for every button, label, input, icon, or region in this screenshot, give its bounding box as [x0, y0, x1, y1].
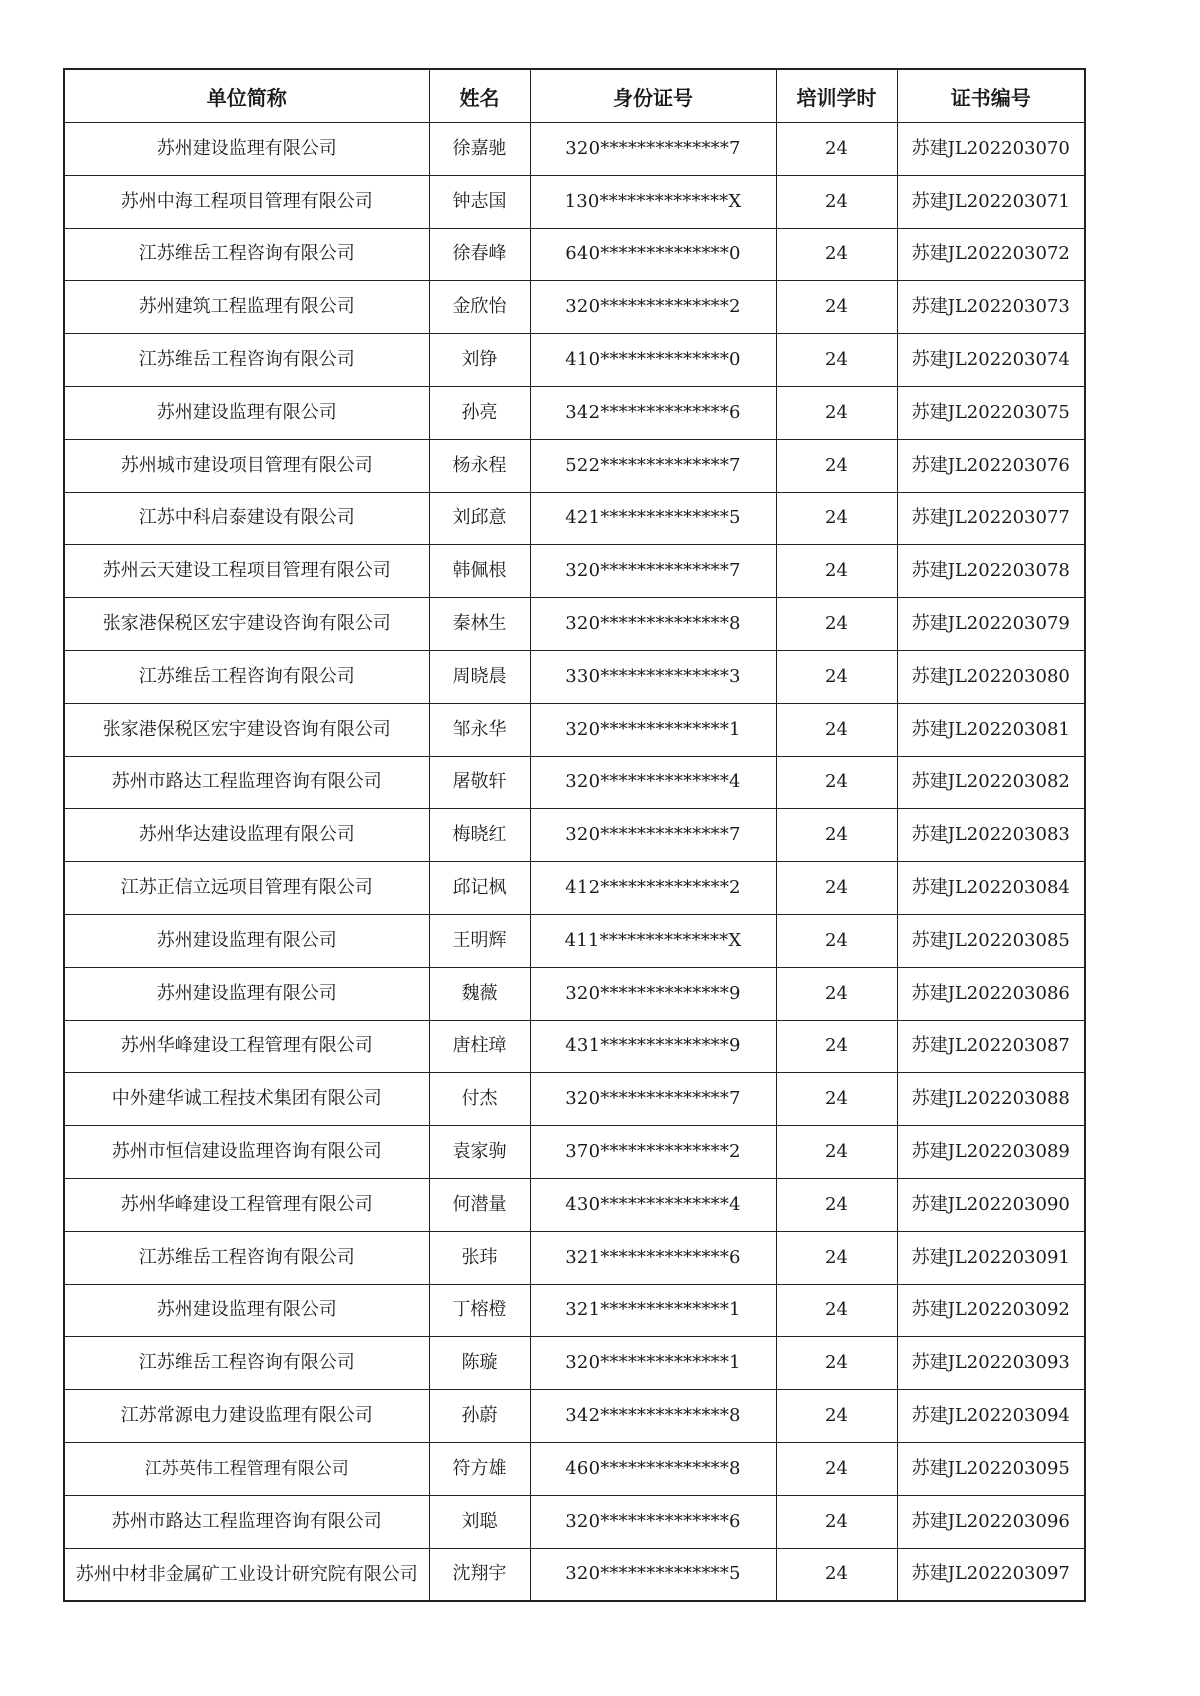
table-row: [64, 1390, 1085, 1443]
cell-unit: 江苏维岳工程咨询有限公司: [64, 1337, 429, 1390]
cell-cert: 苏建JL202203070: [897, 123, 1085, 176]
cell-cert: 苏建JL202203096: [897, 1495, 1085, 1548]
table-row: [64, 1020, 1085, 1073]
cell-cert: 苏建JL202203082: [897, 756, 1085, 809]
cell-hours: 24: [776, 1284, 897, 1337]
cell-cert: 苏建JL202203092: [897, 1284, 1085, 1337]
certificate-table-container: [63, 68, 1084, 1602]
cell-hours: 24: [776, 1231, 897, 1284]
cell-hours: 24: [776, 809, 897, 862]
table-header-row: [64, 69, 1085, 123]
cell-hours: 24: [776, 756, 897, 809]
cell-cert: 苏建JL202203077: [897, 492, 1085, 545]
cell-name: 何潜量: [429, 1178, 530, 1231]
cell-name: 沈翔宇: [429, 1548, 530, 1601]
cell-id: 320**************7: [530, 809, 776, 862]
cell-id: 430**************4: [530, 1178, 776, 1231]
table-row: [64, 809, 1085, 862]
table-row: [64, 492, 1085, 545]
cell-cert: 苏建JL202203074: [897, 334, 1085, 387]
table-row: [64, 1126, 1085, 1179]
cell-unit: 中外建华诚工程技术集团有限公司: [64, 1073, 429, 1126]
cell-cert: 苏建JL202203073: [897, 281, 1085, 334]
cell-id: 320**************1: [530, 1337, 776, 1390]
cell-hours: 24: [776, 386, 897, 439]
cell-hours: 24: [776, 1073, 897, 1126]
cell-name: 邹永华: [429, 703, 530, 756]
cell-hours: 24: [776, 281, 897, 334]
cell-id: 320**************8: [530, 598, 776, 651]
table-body: [64, 123, 1085, 1602]
cell-hours: 24: [776, 967, 897, 1020]
cell-name: 邱记枫: [429, 862, 530, 915]
header-name: 姓名: [429, 69, 530, 123]
cell-hours: 24: [776, 228, 897, 281]
cell-name: 张玮: [429, 1231, 530, 1284]
cell-id: 320**************9: [530, 967, 776, 1020]
cell-id: 320**************6: [530, 1495, 776, 1548]
cell-id: 130**************X: [530, 175, 776, 228]
cell-cert: 苏建JL202203075: [897, 386, 1085, 439]
cell-name: 梅晓红: [429, 809, 530, 862]
cell-unit: 苏州建设监理有限公司: [64, 1284, 429, 1337]
cell-hours: 24: [776, 1020, 897, 1073]
cell-name: 陈璇: [429, 1337, 530, 1390]
cell-hours: 24: [776, 650, 897, 703]
cell-cert: 苏建JL202203095: [897, 1442, 1085, 1495]
cell-id: 320**************7: [530, 123, 776, 176]
cell-unit: 江苏维岳工程咨询有限公司: [64, 650, 429, 703]
cell-hours: 24: [776, 1390, 897, 1443]
cell-unit: 江苏常源电力建设监理有限公司: [64, 1390, 429, 1443]
cell-name: 周晓晨: [429, 650, 530, 703]
cell-id: 460**************8: [530, 1442, 776, 1495]
cell-id: 320**************7: [530, 1073, 776, 1126]
cell-id: 320**************2: [530, 281, 776, 334]
table-row: [64, 1442, 1085, 1495]
cell-id: 412**************2: [530, 862, 776, 915]
cell-unit: 苏州建设监理有限公司: [64, 123, 429, 176]
table-row: [64, 439, 1085, 492]
cell-unit: 江苏中科启泰建设有限公司: [64, 492, 429, 545]
table-row: [64, 123, 1085, 176]
cell-cert: 苏建JL202203078: [897, 545, 1085, 598]
table-row: [64, 914, 1085, 967]
cell-cert: 苏建JL202203076: [897, 439, 1085, 492]
table-row: [64, 281, 1085, 334]
cell-hours: 24: [776, 703, 897, 756]
cell-name: 钟志国: [429, 175, 530, 228]
certificate-table: [63, 68, 1086, 1602]
cell-cert: 苏建JL202203087: [897, 1020, 1085, 1073]
table-row: [64, 1284, 1085, 1337]
cell-name: 唐柱璋: [429, 1020, 530, 1073]
cell-hours: 24: [776, 1178, 897, 1231]
table-row: [64, 1073, 1085, 1126]
table-row: [64, 967, 1085, 1020]
cell-name: 魏薇: [429, 967, 530, 1020]
cell-cert: 苏建JL202203084: [897, 862, 1085, 915]
cell-id: 522**************7: [530, 439, 776, 492]
cell-id: 640**************0: [530, 228, 776, 281]
table-row: [64, 756, 1085, 809]
cell-name: 秦林生: [429, 598, 530, 651]
cell-name: 刘聪: [429, 1495, 530, 1548]
cell-hours: 24: [776, 598, 897, 651]
cell-name: 韩佩根: [429, 545, 530, 598]
cell-hours: 24: [776, 439, 897, 492]
cell-hours: 24: [776, 123, 897, 176]
cell-unit: 张家港保税区宏宇建设咨询有限公司: [64, 703, 429, 756]
cell-name: 杨永程: [429, 439, 530, 492]
header-hours: 培训学时: [776, 69, 897, 123]
cell-unit: 江苏维岳工程咨询有限公司: [64, 334, 429, 387]
header-cert: 证书编号: [897, 69, 1085, 123]
cell-cert: 苏建JL202203086: [897, 967, 1085, 1020]
cell-id: 321**************6: [530, 1231, 776, 1284]
cell-unit: 苏州云天建设工程项目管理有限公司: [64, 545, 429, 598]
cell-unit: 江苏维岳工程咨询有限公司: [64, 1231, 429, 1284]
cell-id: 330**************3: [530, 650, 776, 703]
cell-unit: 苏州华达建设监理有限公司: [64, 809, 429, 862]
table-row: [64, 1231, 1085, 1284]
cell-unit: 苏州建设监理有限公司: [64, 914, 429, 967]
cell-id: 342**************6: [530, 386, 776, 439]
cell-unit: 苏州建筑工程监理有限公司: [64, 281, 429, 334]
cell-id: 342**************8: [530, 1390, 776, 1443]
table-row: [64, 703, 1085, 756]
cell-cert: 苏建JL202203081: [897, 703, 1085, 756]
cell-unit: 张家港保税区宏宇建设咨询有限公司: [64, 598, 429, 651]
cell-name: 孙蔚: [429, 1390, 530, 1443]
cell-hours: 24: [776, 1442, 897, 1495]
table-row: [64, 334, 1085, 387]
cell-name: 付杰: [429, 1073, 530, 1126]
cell-hours: 24: [776, 545, 897, 598]
cell-cert: 苏建JL202203083: [897, 809, 1085, 862]
cell-name: 徐嘉驰: [429, 123, 530, 176]
cell-name: 屠敬轩: [429, 756, 530, 809]
cell-cert: 苏建JL202203093: [897, 1337, 1085, 1390]
table-row: [64, 1178, 1085, 1231]
cell-name: 袁家驹: [429, 1126, 530, 1179]
cell-cert: 苏建JL202203079: [897, 598, 1085, 651]
cell-hours: 24: [776, 492, 897, 545]
cell-id: 410**************0: [530, 334, 776, 387]
cell-id: 320**************7: [530, 545, 776, 598]
cell-unit: 江苏英伟工程管理有限公司: [64, 1442, 429, 1495]
cell-name: 符方雄: [429, 1442, 530, 1495]
cell-hours: 24: [776, 862, 897, 915]
cell-cert: 苏建JL202203090: [897, 1178, 1085, 1231]
table-row: [64, 650, 1085, 703]
cell-unit: 苏州城市建设项目管理有限公司: [64, 439, 429, 492]
cell-id: 320**************5: [530, 1548, 776, 1601]
cell-cert: 苏建JL202203089: [897, 1126, 1085, 1179]
cell-unit: 苏州建设监理有限公司: [64, 967, 429, 1020]
cell-cert: 苏建JL202203071: [897, 175, 1085, 228]
cell-unit: 苏州市路达工程监理咨询有限公司: [64, 756, 429, 809]
cell-name: 金欣怡: [429, 281, 530, 334]
cell-unit: 江苏正信立远项目管理有限公司: [64, 862, 429, 915]
cell-id: 321**************1: [530, 1284, 776, 1337]
header-unit: 单位简称: [64, 69, 429, 123]
cell-hours: 24: [776, 1337, 897, 1390]
cell-unit: 苏州华峰建设工程管理有限公司: [64, 1178, 429, 1231]
table-row: [64, 1337, 1085, 1390]
table-row: [64, 1548, 1085, 1601]
cell-unit: 苏州市恒信建设监理咨询有限公司: [64, 1126, 429, 1179]
table-row: [64, 386, 1085, 439]
cell-name: 刘铮: [429, 334, 530, 387]
cell-name: 丁榕橙: [429, 1284, 530, 1337]
cell-name: 王明辉: [429, 914, 530, 967]
cell-hours: 24: [776, 1495, 897, 1548]
cell-cert: 苏建JL202203097: [897, 1548, 1085, 1601]
table-row: [64, 545, 1085, 598]
cell-cert: 苏建JL202203080: [897, 650, 1085, 703]
cell-cert: 苏建JL202203085: [897, 914, 1085, 967]
cell-id: 320**************4: [530, 756, 776, 809]
cell-id: 411**************X: [530, 914, 776, 967]
cell-id: 421**************5: [530, 492, 776, 545]
cell-id: 370**************2: [530, 1126, 776, 1179]
cell-hours: 24: [776, 334, 897, 387]
cell-cert: 苏建JL202203088: [897, 1073, 1085, 1126]
cell-hours: 24: [776, 1126, 897, 1179]
table-row: [64, 862, 1085, 915]
table-row: [64, 598, 1085, 651]
cell-id: 431**************9: [530, 1020, 776, 1073]
header-id: 身份证号: [530, 69, 776, 123]
cell-hours: 24: [776, 175, 897, 228]
table-row: [64, 175, 1085, 228]
cell-unit: 苏州市路达工程监理咨询有限公司: [64, 1495, 429, 1548]
cell-cert: 苏建JL202203091: [897, 1231, 1085, 1284]
table-row: [64, 228, 1085, 281]
cell-unit: 苏州华峰建设工程管理有限公司: [64, 1020, 429, 1073]
cell-name: 刘邱意: [429, 492, 530, 545]
cell-unit: 苏州建设监理有限公司: [64, 386, 429, 439]
cell-name: 孙亮: [429, 386, 530, 439]
cell-unit: 苏州中海工程项目管理有限公司: [64, 175, 429, 228]
cell-name: 徐春峰: [429, 228, 530, 281]
cell-hours: 24: [776, 914, 897, 967]
table-row: [64, 1495, 1085, 1548]
cell-id: 320**************1: [530, 703, 776, 756]
cell-unit: 江苏维岳工程咨询有限公司: [64, 228, 429, 281]
cell-cert: 苏建JL202203072: [897, 228, 1085, 281]
cell-unit: 苏州中材非金属矿工业设计研究院有限公司: [64, 1548, 429, 1601]
cell-cert: 苏建JL202203094: [897, 1390, 1085, 1443]
cell-hours: 24: [776, 1548, 897, 1601]
